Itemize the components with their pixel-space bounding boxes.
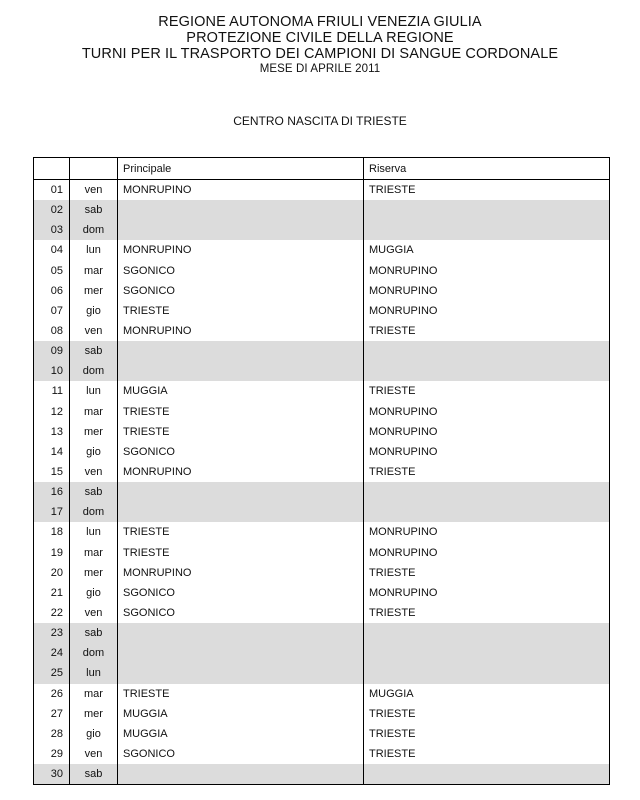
- weekday: lun: [70, 240, 118, 260]
- day-number: 29: [34, 744, 70, 764]
- table-row: [34, 341, 610, 361]
- principale-cell: TRIESTE: [118, 422, 364, 442]
- principale-cell: MONRUPINO: [118, 321, 364, 341]
- day-number: 21: [34, 583, 70, 603]
- principale-cell: TRIESTE: [118, 301, 364, 321]
- table-row: [34, 220, 610, 240]
- weekday: ven: [70, 603, 118, 623]
- principale-cell: MUGGIA: [118, 724, 364, 744]
- riserva-cell: MUGGIA: [364, 240, 610, 260]
- table-row: [34, 643, 610, 663]
- principale-cell: [118, 663, 364, 683]
- schedule-title: TURNI PER IL TRASPORTO DEI CAMPIONI DI SANGUE CORDONALE: [81, 46, 559, 62]
- weekday: mer: [70, 704, 118, 724]
- day-number: 24: [34, 643, 70, 663]
- day-number: 16: [34, 482, 70, 502]
- riserva-cell: MONRUPINO: [364, 261, 610, 281]
- riserva-cell: [364, 764, 610, 785]
- table-row: [34, 663, 610, 683]
- day-number: 01: [34, 180, 70, 201]
- day-number: 04: [34, 240, 70, 260]
- table-row: [34, 381, 610, 401]
- weekday: dom: [70, 643, 118, 663]
- weekday: mar: [70, 261, 118, 281]
- principale-cell: [118, 643, 364, 663]
- principale-cell: SGONICO: [118, 281, 364, 301]
- table-row: [34, 744, 610, 764]
- principale-cell: SGONICO: [118, 442, 364, 462]
- principale-cell: MUGGIA: [118, 704, 364, 724]
- weekday: lun: [70, 663, 118, 683]
- riserva-cell: TRIESTE: [364, 462, 610, 482]
- principale-cell: MONRUPINO: [118, 240, 364, 260]
- table-row: [34, 200, 610, 220]
- riserva-cell: MONRUPINO: [364, 281, 610, 301]
- day-number: 06: [34, 281, 70, 301]
- riserva-cell: MONRUPINO: [364, 402, 610, 422]
- table-row: [34, 522, 610, 542]
- weekday: dom: [70, 220, 118, 240]
- weekday: dom: [70, 361, 118, 381]
- principale-cell: SGONICO: [118, 583, 364, 603]
- riserva-cell: MONRUPINO: [364, 583, 610, 603]
- day-number: 02: [34, 200, 70, 220]
- table-row: [34, 442, 610, 462]
- day-number: 18: [34, 522, 70, 542]
- day-number: 13: [34, 422, 70, 442]
- principale-cell: [118, 502, 364, 522]
- riserva-cell: [364, 361, 610, 381]
- table-row: [34, 180, 610, 201]
- riserva-cell: MUGGIA: [364, 684, 610, 704]
- header-riserva: Riserva: [364, 158, 610, 180]
- table-row: [34, 281, 610, 301]
- principale-cell: [118, 623, 364, 643]
- table-row: [34, 462, 610, 482]
- principale-cell: [118, 220, 364, 240]
- riserva-cell: [364, 482, 610, 502]
- weekday: lun: [70, 381, 118, 401]
- principale-cell: [118, 361, 364, 381]
- day-number: 07: [34, 301, 70, 321]
- day-number: 14: [34, 442, 70, 462]
- day-number: 12: [34, 402, 70, 422]
- table-row: [34, 623, 610, 643]
- principale-cell: [118, 482, 364, 502]
- table-row: [34, 502, 610, 522]
- riserva-cell: MONRUPINO: [364, 522, 610, 542]
- weekday: mar: [70, 684, 118, 704]
- table-header-row: [34, 158, 610, 180]
- weekday: dom: [70, 502, 118, 522]
- table-row: [34, 301, 610, 321]
- region-title: REGIONE AUTONOMA FRIULI VENEZIA GIULIA: [158, 14, 482, 30]
- riserva-cell: TRIESTE: [364, 180, 610, 201]
- weekday: gio: [70, 301, 118, 321]
- shift-table: [33, 157, 610, 785]
- centre-title: CENTRO NASCITA DI TRIESTE: [233, 114, 407, 128]
- day-number: 11: [34, 381, 70, 401]
- weekday: sab: [70, 341, 118, 361]
- month-title: MESE DI APRILE 2011: [259, 63, 381, 75]
- principale-cell: MUGGIA: [118, 381, 364, 401]
- riserva-cell: MONRUPINO: [364, 543, 610, 563]
- document-header: [0, 0, 640, 76]
- table-row: [34, 321, 610, 341]
- weekday: gio: [70, 583, 118, 603]
- principale-cell: TRIESTE: [118, 402, 364, 422]
- principale-cell: SGONICO: [118, 603, 364, 623]
- table-row: [34, 704, 610, 724]
- weekday: sab: [70, 482, 118, 502]
- weekday: gio: [70, 442, 118, 462]
- day-number: 23: [34, 623, 70, 643]
- day-number: 17: [34, 502, 70, 522]
- riserva-cell: TRIESTE: [364, 563, 610, 583]
- riserva-cell: [364, 643, 610, 663]
- department-title: PROTEZIONE CIVILE DELLA REGIONE: [186, 30, 454, 46]
- principale-cell: MONRUPINO: [118, 563, 364, 583]
- table-row: [34, 543, 610, 563]
- riserva-cell: [364, 663, 610, 683]
- principale-cell: [118, 341, 364, 361]
- principale-cell: TRIESTE: [118, 684, 364, 704]
- weekday: sab: [70, 200, 118, 220]
- header-day: [70, 158, 118, 180]
- weekday: lun: [70, 522, 118, 542]
- weekday: mer: [70, 281, 118, 301]
- riserva-cell: TRIESTE: [364, 744, 610, 764]
- weekday: mer: [70, 563, 118, 583]
- principale-cell: [118, 200, 364, 220]
- table-row: [34, 402, 610, 422]
- principale-cell: MONRUPINO: [118, 180, 364, 201]
- riserva-cell: TRIESTE: [364, 704, 610, 724]
- principale-cell: SGONICO: [118, 261, 364, 281]
- day-number: 09: [34, 341, 70, 361]
- day-number: 10: [34, 361, 70, 381]
- weekday: ven: [70, 744, 118, 764]
- riserva-cell: TRIESTE: [364, 603, 610, 623]
- header-num: [34, 158, 70, 180]
- riserva-cell: [364, 220, 610, 240]
- weekday: ven: [70, 462, 118, 482]
- table-row: [34, 764, 610, 785]
- weekday: mer: [70, 422, 118, 442]
- day-number: 03: [34, 220, 70, 240]
- day-number: 19: [34, 543, 70, 563]
- principale-cell: MONRUPINO: [118, 462, 364, 482]
- riserva-cell: TRIESTE: [364, 321, 610, 341]
- table-row: [34, 724, 610, 744]
- table-row: [34, 603, 610, 623]
- table-row: [34, 422, 610, 442]
- principale-cell: [118, 764, 364, 785]
- day-number: 08: [34, 321, 70, 341]
- riserva-cell: MONRUPINO: [364, 301, 610, 321]
- day-number: 20: [34, 563, 70, 583]
- weekday: ven: [70, 321, 118, 341]
- table-row: [34, 482, 610, 502]
- day-number: 28: [34, 724, 70, 744]
- table-row: [34, 361, 610, 381]
- day-number: 27: [34, 704, 70, 724]
- principale-cell: SGONICO: [118, 744, 364, 764]
- riserva-cell: [364, 623, 610, 643]
- table-row: [34, 261, 610, 281]
- riserva-cell: TRIESTE: [364, 724, 610, 744]
- riserva-cell: TRIESTE: [364, 381, 610, 401]
- weekday: gio: [70, 724, 118, 744]
- principale-cell: TRIESTE: [118, 543, 364, 563]
- table-row: [34, 583, 610, 603]
- riserva-cell: [364, 200, 610, 220]
- weekday: mar: [70, 543, 118, 563]
- day-number: 30: [34, 764, 70, 785]
- day-number: 15: [34, 462, 70, 482]
- day-number: 05: [34, 261, 70, 281]
- table-row: [34, 684, 610, 704]
- riserva-cell: [364, 341, 610, 361]
- weekday: mar: [70, 402, 118, 422]
- day-number: 22: [34, 603, 70, 623]
- day-number: 25: [34, 663, 70, 683]
- principale-cell: TRIESTE: [118, 522, 364, 542]
- header-principale: Principale: [118, 158, 364, 180]
- riserva-cell: MONRUPINO: [364, 422, 610, 442]
- weekday: sab: [70, 623, 118, 643]
- table-row: [34, 240, 610, 260]
- weekday: sab: [70, 764, 118, 785]
- weekday: ven: [70, 180, 118, 201]
- riserva-cell: MONRUPINO: [364, 442, 610, 462]
- table-row: [34, 563, 610, 583]
- riserva-cell: [364, 502, 610, 522]
- day-number: 26: [34, 684, 70, 704]
